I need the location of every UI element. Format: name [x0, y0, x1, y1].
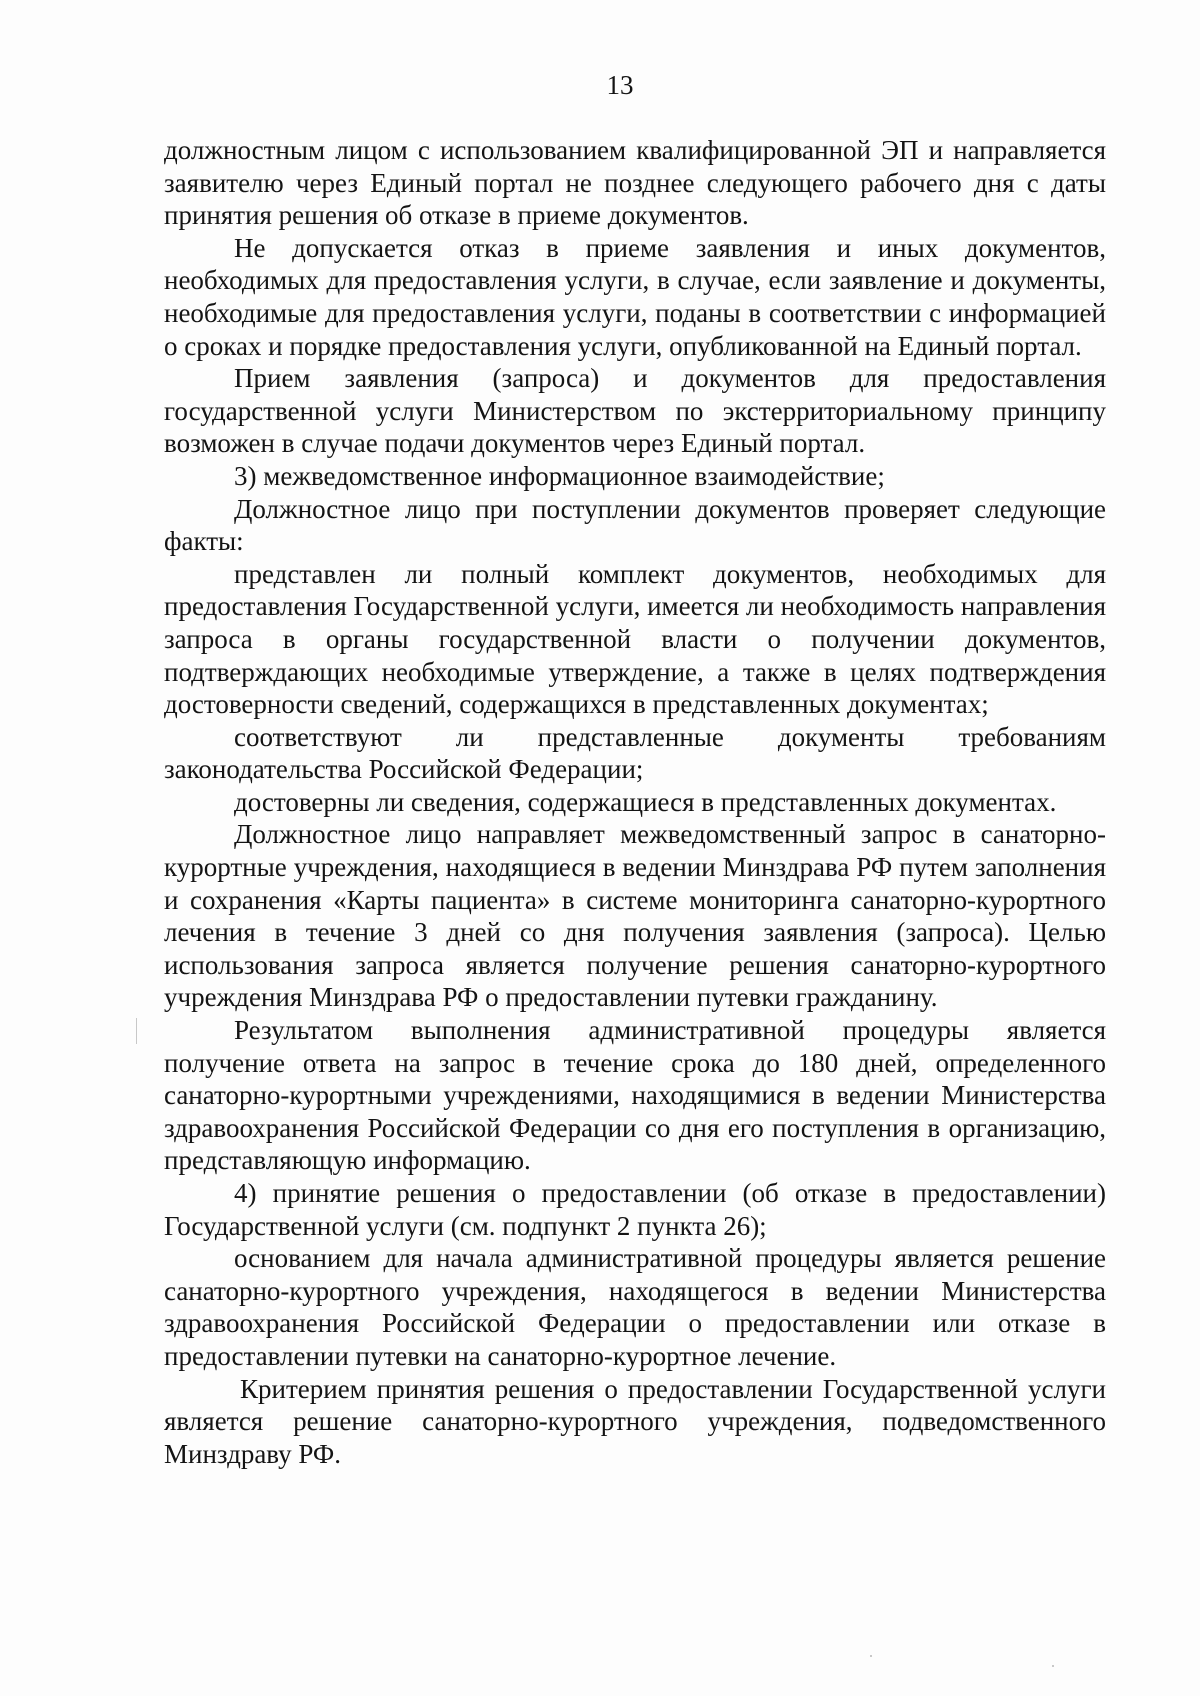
paragraph-no-refusal: Не допускается отказ в приеме заявления и иных документов, необходимых для предоставления услуги, в случае, если заявление и документы, необходимые для предоставления услуги, поданы в соответствии с информацией о сроках и порядке предоставления услуги, опубликованной на Единый портал. [164, 232, 1106, 361]
paragraph-compliance: соответствуют ли представленные документы требованиям законодательства Российской Федерации; [164, 721, 1106, 785]
paragraph-reliability: достоверны ли сведения, содержащиеся в представленных документах. [234, 786, 1057, 817]
paragraph-procedure-basis: основанием для начала административной процедуры является решение санаторно-курортного учреждения, находящегося в ведении Министерства здравоохранения Российской Федерации о предоставлении или отказе в предоставлении путевки на санаторно-курортное лечение. [164, 1243, 1106, 1371]
paragraph-item-3: 3) межведомственное информационное взаимодействие; [234, 460, 885, 491]
paragraph-procedure-result: Результатом выполнения административной процедуры является получение ответа на запрос в течение срока до 180 дней, определенного санаторно-курортными учреждениями, находящимися в ведении Министерства здравоохранения Российской Федерации со дня его поступления в организацию, представляющую информацию. [164, 1015, 1106, 1176]
paragraph-decision-criterion: Критерием принятия решения о предоставлении Государственной услуги является решение санаторно-курортного учреждения, подведомственного Минздраву РФ. [164, 1373, 1106, 1469]
paragraph-complete-set: представлен ли полный комплект документов, необходимых для предоставления Государственной услуги, имеется ли необходимость направления запроса в органы государственной власти о получении документов, подтверждающих необходимые утверждение, а также в целях подтверждения достоверности сведений, содержащихся в представленных документах; [164, 558, 1106, 720]
paragraph-continuation: должностным лицом с использованием квалифицированной ЭП и направляется заявителю через Единый портал не позднее следующего рабочего дня с даты принятия решения об отказе в приеме документов. [164, 135, 1106, 231]
paragraph-interagency-request: Должностное лицо направляет межведомственный запрос в санаторно-курортные учреждения, находящиеся в ведении Минздрава РФ путем заполнения и сохранения «Карты пациента» в системе мониторинга санаторно-курортного лечения в течение 3 дней со дня получения заявления (запроса). Целью использования запроса является получение решения санаторно-курортного учреждения Минздрава РФ о предоставлении путевки гражданину. [164, 819, 1106, 1013]
paragraph-item-4: 4) принятие решения о предоставлении (об отказе в предоставлении) Государственной услуги (см. подпункт 2 пункта 26); [164, 1178, 1106, 1241]
page-number: 13 [606, 70, 634, 100]
scan-artifact-bottom-dots-2 [1052, 1665, 1054, 1667]
document-body [164, 134, 1106, 1470]
paragraph-official-checks: Должностное лицо при поступлении документов проверяет следующие факты: [164, 493, 1106, 557]
scan-artifact-left-margin [136, 1018, 137, 1044]
paragraph-extraterritorial: Прием заявления (запроса) и документов для предоставления государственной услуги Министерством по экстерриториальному принципу возможен в случае подачи документов через Единый портал. [164, 363, 1106, 459]
scan-artifact-bottom-dots [870, 1655, 872, 1657]
